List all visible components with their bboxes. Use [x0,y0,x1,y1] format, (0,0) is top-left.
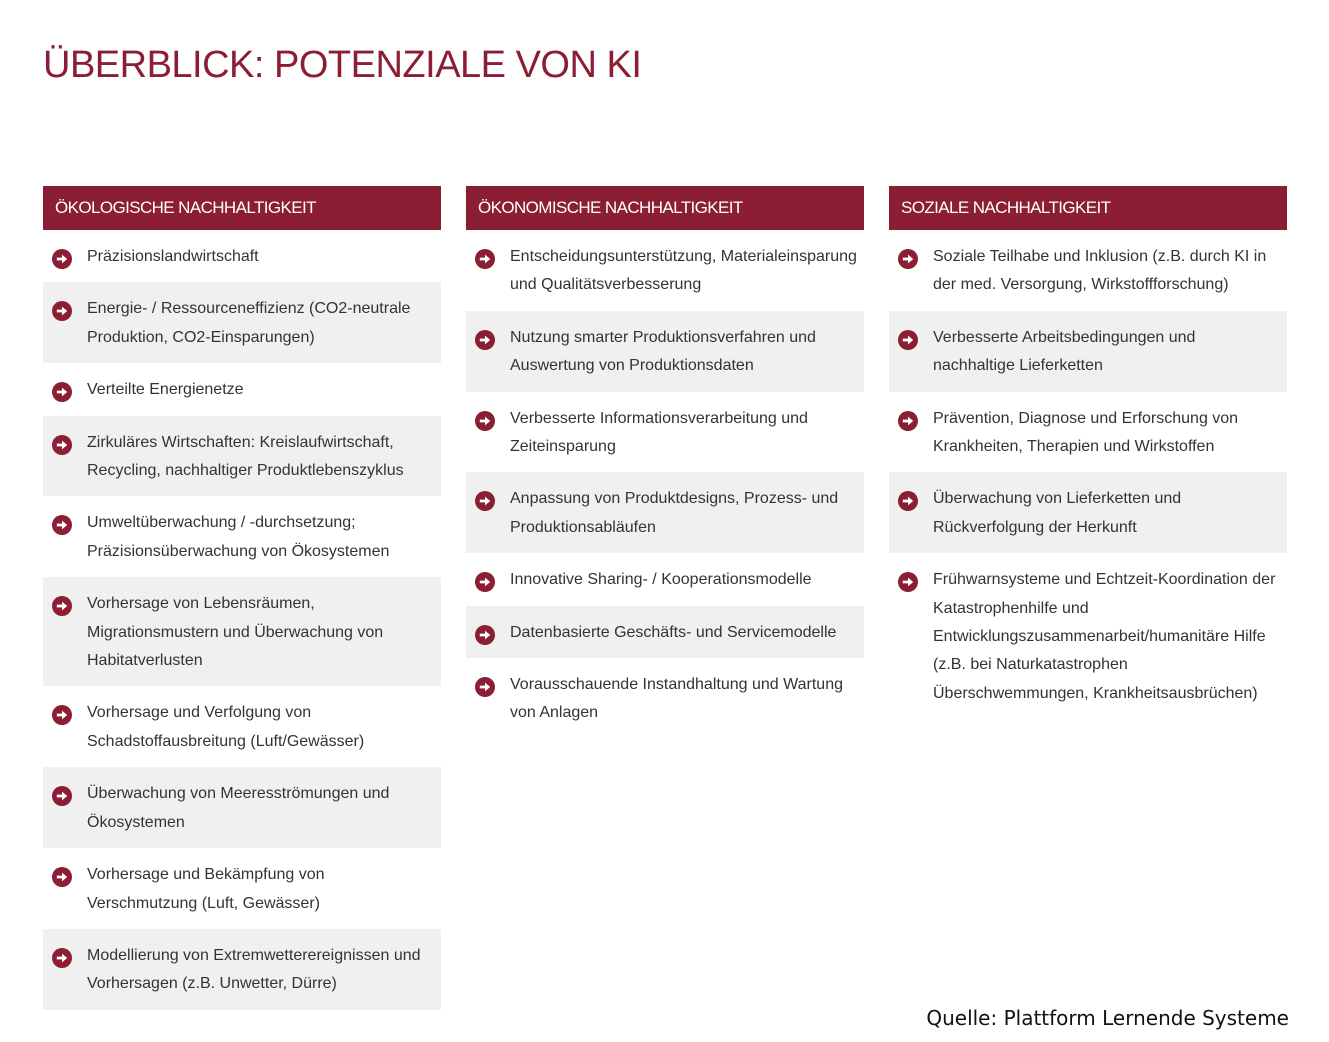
list-item [43,416,441,497]
arrow-right-circle-icon [898,572,918,592]
list-item [889,392,1287,473]
list-item [889,553,1287,719]
arrow-right-circle-icon [52,786,72,806]
item-list [889,230,1287,719]
list-item [466,472,864,553]
list-item-text: Soziale Teilhabe und Inklusion (z.B. durch KI in der med. Versorgung, Wirkstoffforschung) [933,248,1267,294]
list-item-text: Vorhersage und Bekämpfung von Verschmutzung (Luft, Gewässer) [87,866,325,912]
column-sozial [889,186,1287,719]
list-item-text: Vorhersage von Lebensräumen, Migrationsmustern und Überwachung von Habitatverlusten [87,595,384,670]
list-item [466,606,864,658]
list-item-text: Vorausschauende Instandhaltung und Wartung von Anlagen [510,676,843,722]
column-header: ÖKOLOGISCHE NACHHALTIGKEIT [43,186,441,230]
list-item-text: Zirkuläres Wirtschaften: Kreislaufwirtschaft, Recycling, nachhaltiger Produktlebenszyklus [87,433,404,480]
source-caption: Quelle: Plattform Lernende Systeme [926,1006,1289,1030]
arrow-right-circle-icon [52,596,72,616]
list-item [466,230,864,311]
list-item [43,686,441,767]
arrow-right-circle-icon [898,411,918,431]
list-item [43,577,441,686]
list-item [43,230,441,282]
arrow-right-circle-icon [52,867,72,887]
item-list [43,230,441,1010]
arrow-right-circle-icon [898,330,918,350]
list-item [889,230,1287,311]
list-item [43,363,441,415]
arrow-right-circle-icon [898,249,918,269]
arrow-right-circle-icon [475,249,495,269]
list-item [466,553,864,605]
list-item-text: Überwachung von Lieferketten und Rückverfolgung der Herkunft [933,490,1182,536]
item-list [466,230,864,739]
list-item-text: Verbesserte Informationsverarbeitung und Zeiteinsparung [510,409,808,456]
list-item-text: Umweltüberwachung / -durchsetzung; Präzisionsüberwachung von Ökosystemen [87,514,390,560]
arrow-right-circle-icon [475,411,495,431]
list-item [889,311,1287,392]
list-item [43,282,441,363]
arrow-right-circle-icon [52,301,72,321]
column-header: ÖKONOMISCHE NACHHALTIGKEIT [466,186,864,230]
list-item-text: Verbesserte Arbeitsbedingungen und nachhaltige Lieferketten [933,328,1196,375]
list-item-text: Anpassung von Produktdesigns, Prozess- und Produktionsabläufen [510,490,839,536]
arrow-right-circle-icon [52,948,72,968]
arrow-right-circle-icon [475,625,495,645]
list-item [466,392,864,473]
arrow-right-circle-icon [475,677,495,697]
list-item-text: Entscheidungsunterstützung, Materialeinsparung und Qualitätsverbesserung [510,248,857,294]
arrow-right-circle-icon [898,491,918,511]
list-item [43,496,441,577]
list-item-text: Nutzung smarter Produktionsverfahren und Auswertung von Produktionsdaten [510,328,816,375]
list-item-text: Modellierung von Extremwetterereignissen und Vorhersagen (z.B. Unwetter, Dürre) [87,946,421,993]
list-item [889,472,1287,553]
list-item [43,929,441,1010]
arrow-right-circle-icon [475,572,495,592]
arrow-right-circle-icon [475,491,495,511]
column-header: SOZIALE NACHHALTIGKEIT [889,186,1287,230]
list-item [43,767,441,848]
list-item-text: Verteilte Energienetze [87,381,244,399]
list-item-text: Vorhersage und Verfolgung von Schadstoffausbreitung (Luft/Gewässer) [87,704,365,750]
arrow-right-circle-icon [52,705,72,725]
column-oekonomisch [466,186,864,739]
list-item-text: Prävention, Diagnose und Erforschung von Krankheiten, Therapien und Wirkstoffen [933,409,1239,456]
list-item [466,658,864,739]
arrow-right-circle-icon [52,515,72,535]
list-item-text: Präzisionslandwirtschaft [87,248,259,265]
column-oekologisch [43,186,441,1010]
list-item-text: Energie- / Ressourceneffizienz (CO2-neutrale Produktion, CO2-Einsparungen) [87,300,411,346]
arrow-right-circle-icon [52,435,72,455]
arrow-right-circle-icon [52,249,72,269]
arrow-right-circle-icon [52,382,72,402]
arrow-right-circle-icon [475,330,495,350]
list-item-text: Datenbasierte Geschäfts- und Servicemodelle [510,623,837,641]
list-item-text: Innovative Sharing- / Kooperationsmodelle [510,571,812,589]
list-item-text: Frühwarnsysteme und Echtzeit-Koordination der Katastrophenhilfe und Entwicklungszusammenarbeit/humanitäre Hilfe (z.B. bei Naturkatastrophen Überschwemmungen, Krankheitsausbrüchen) [933,571,1276,702]
page-title: ÜBERBLICK: POTENZIALE VON KI [43,44,642,86]
list-item-text: Überwachung von Meeresströmungen und Ökosystemen [87,785,390,831]
list-item [466,311,864,392]
list-item [43,848,441,929]
